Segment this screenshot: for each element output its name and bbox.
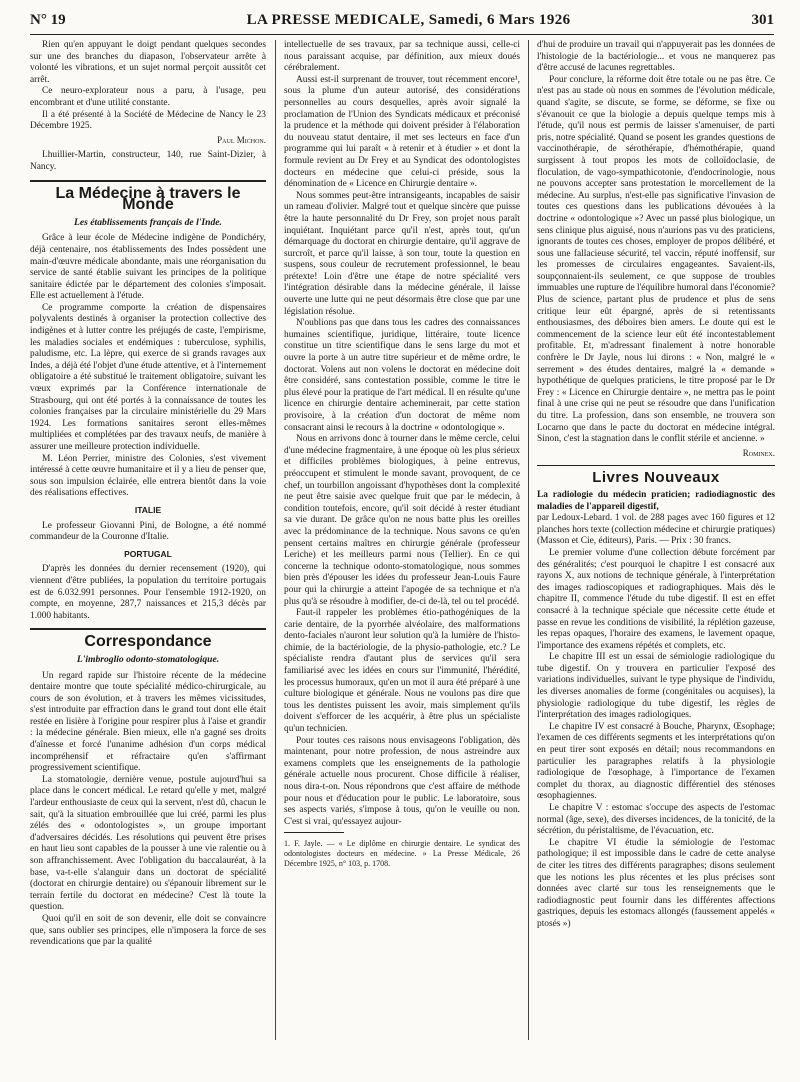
issue-number: N° 19: [30, 12, 66, 28]
author-signature: Rominex.: [742, 447, 775, 458]
paragraph: Le chapitre IV est consacré à Bouche, Pharynx, Œsophage; l'examen de ces différents segments et les interprétations qu'on en peut tirer sont exposés en détail; nous recommandons en particulier les paragraphes relatifs à la physiologie radiologique de l'œsophage, à l'importance de l'examen complet du thorax, au diagnostic différentiel des sténoses œsophagiennes.: [537, 721, 775, 802]
book-title: La radiologie du médecin praticien; radiodiagnostic des maladies de l'appareil digestif,: [537, 489, 775, 512]
paragraph: Rien qu'en appuyant le doigt pendant quelques secondes sur une des branches du diapason, l'observateur arrête à volonté les vibrations, et un sujet normal perçoit aussitôt cet arrêt.: [30, 40, 266, 85]
paragraph: Le premier volume d'une collection débute forcément par des généralités; c'est pourquoi le chapitre I est consacré aux rayons X, aux notions de technique générale, à l'interprétation des images radioscopiques et radiographiques. Mais dès le chapitre II, commence l'étude du tube digestif. Il est en effet consacré à la technique spéciale que nécessite cette étude et passe en revue les conditions de visibilité, la réplétion gazeuse, les repas opaques, l'horaire des examens, le lavement opaque, l'importance des examens répétés et complets, etc.: [537, 547, 775, 651]
paragraph: La stomatologie, dernière venue, postule aujourd'hui sa place dans le concert médical. Le retard qu'elle y met, malgré l'ardeur enthousiaste de ceux qui la servent, n'est dû, chacun le sait, qu'à la situation embrouillée que lui créé, parmi les plus zélés des « odontologistes », un groupe important d'adversaires décidés. Les résolutions qui peuvent être prises en haut lieu sont capables de la pousser à une vie ralentie ou à son affranchissement. Avec l'obligation du baccalauréat, à la base, va-t-elle s'alanguir dans un doctorat de spécialité (doctorat en chirurgie dentaire) ou s'épanouir librement sur le terrain fertile du doctorat en médecine? C'est là toute la question.: [30, 774, 266, 913]
section-title-correspondance: Correspondance: [84, 633, 212, 651]
paragraph: Ce programme comporte la création de dispensaires polyvalents destinés à organiser la protection collective des indigènes et à lutter contre les préjugés de caste, l'empirisme, les maladies sociales et endémiques : tuberculose, syphilis, paludisme, etc. La lèpre, qui exerce de si grands ravages aux Indes, a déjà été l'objet d'une étude attentive, et à l'internement obligatoire a été substitué le traitement obligatoire, suivant les vœux exprimés par la Conférence internationale de Strasbourg, qui ont été portés à la connaissance de toutes les colonies françaises par la circulaire ministérielle du 29 Mars 1924. Les formations sanitaires seront elles-mêmes multipliées et complétées par des travaux neufs, de manière à assurer une meilleure protection individuelle.: [30, 302, 266, 452]
section-title-medecine-monde: La Médecine à travers le Monde: [55, 184, 241, 214]
country-heading-portugal: PORTUGAL: [124, 548, 172, 559]
paragraph: Le chapitre V : estomac s'occupe des aspects de l'estomac normal (âge, sexe), des diverses incidences, de la tonicité, de la sécrétion, du péristaltisme, de l'évacuation, etc.: [537, 803, 775, 837]
author-signature: Paul Michon.: [217, 134, 266, 145]
paragraph: intellectuelle de ses travaux, par sa technique aussi, celle-ci nous paraissant acquise, par définition, aux mieux doués cérébralement.: [284, 40, 520, 74]
section-rule: [537, 465, 775, 466]
column-3: [537, 40, 775, 1040]
column-divider-2: [528, 40, 529, 1040]
journal-title: LA PRESSE MEDICALE, Samedi, 6 Mars 1926: [246, 12, 571, 28]
paragraph: Pour conclure, la réforme doit être totale ou ne pas être. Ce n'est pas au stade où nous en sommes de l'évolution médicale, quand s'agite, se discute, se forme, se déforme, se fixe ou s'évanouit ce que la biologie a depuis quelque temps mis à l'étude, qu'il nous est permis de laisser s'amenuiser, de parti pris, notre spécialité. Quand se posent les grandes questions de vaccinothérapie, de sérothérapie, d'hémothérapie, quand surgissent à tout propos les mots de colloïdoclasie, de floculation, de vago-sympathicotonie, d'endocrinologie, nous ne pouvons accepter sans protestation le morcellement de la médecine. Au surplus, n'est-elle pas significative l'invasion de toutes ces questions dans les publications dévouées à la doctrine « odontologique »? Avec un passé plus biologique, un sens clinique plus aiguisé, nous n'aurions pas vu des praticiens, ignorants de toutes ces choses, employer de propos délibéré, et sous une fallacieuse sécurité, tel vaccin, réputé inoffensif, sur les promesses de circulaires engageantes. Savaient-ils, soupçonnaient-ils seulement, ce que suppose de troubles immuables une rupture de l'équilibre humoral dans l'économie? Plus de science, partant plus de prudence et plus de sens critique leur eût épargné, après de si retentissants enthousiasmes, des déboires bien amers. Le doute qui est le commencement de la science leur eût été incontestablement profitable. Et, m'adressant finalement à notre honorable confrère le Dr Jayle, nous lui dirons : « Non, malgré le « serrement » des études dentaires, malgré la « demande » hypothétique de quelques praticiens, le titre proposé par le Dr Frey : « Licence en Chirurgie dentaire », ne mettra pas le point final à une crise qui ne peut se résoudre que dans l'unification du titre. La profession, dans son ensemble, ne trouvera son Locarno que dans le pacte du doctorat en médecine intégral. Sinon, c'est la stagnation dans le conflit stérile et ancienne. »: [537, 74, 775, 445]
paragraph: M. Léon Perrier, ministre des Colonies, s'est vivement intéressé à cette œuvre humanitaire et il y a lieu de penser que, sous son impulsion éclairée, elle entrera bientôt dans la voie des réalisations effectives.: [30, 453, 266, 499]
paragraph: D'après les données du dernier recensement (1920), qui viennent d'être publiées, la population du territoire portugais est de 6.032.991 personnes. Pour l'ensemble 1912-1920, on compte, en moyenne, 287,7 naissances et 215,3 décès par 1.000 habitants.: [30, 564, 266, 621]
paragraph: Faut-il rappeler les problèmes étio-pathogéniques de la carie dentaire, de la pyorrhée alvéolaire, des malformations dento-faciales n'auront leur solution qu'à la lumière de l'histo-chimie, de la bactériologie, de la physio-pathologie, etc.? Le spécialiste rendra d'autant plus de services qu'il sera familiarisé avec les idées en cours sur l'immunité, l'hérédité, les processus humoraux, qu'en un mot il aura été préparé à une culture biologique et générale. Nous ne voulons pas dire que tous les dentistes puissent les avoir, mais simplement qu'ils doivent s'efforcer de les acquérir, à être plus un spécialiste qu'un technicien.: [284, 608, 520, 735]
subsection-title-inde: Les établissements français de l'Inde.: [74, 216, 222, 228]
paragraph: Le chapitre VI étudie la sémiologie de l'estomac pathologique; il est impossible dans le cadre de cette analyse de citer les titres des différents paragraphes; disons seulement que les notions les plus récentes et les plus précises sont données avec clarté sur tous les renseignements que le radiodiagnostic peut fournir dans les différentes affections gastriques, depuis les estomacs allongés (faussement appelés « ptosés »): [537, 837, 775, 929]
page-number: 301: [751, 12, 774, 28]
paragraph: Le chapitre III est un essai de sémiologie radiologique du tube digestif. On y trouvera en particulier l'exposé des variations individuelles, suivant le type physique de l'individu, les diverses anomalies de forme (congénitales ou acquises), la physiologie radiologique du tube digestif, les règles de l'interprétation des images radiologiques.: [537, 652, 775, 721]
paragraph: Pour toutes ces raisons nous envisageons l'obligation, dès maintenant, pour notre profession, de nous astreindre aux examens complets que les enseignements de la pathologie générale actuelle nous procurent. Chose difficile à réaliser, nous dira-t-on. Nous répondrons que c'est affaire de méthode pour nous et d'éducation pour le public. Le laboratoire, sous ses aspects variés, s'impose à tous, qu'on le veuille ou non. C'est si vrai, qu'essayez aujour-: [284, 735, 520, 827]
paragraph: N'oublions pas que dans tous les cadres des connaissances humaines scientifique, juridique, littéraire, toute licence constitue un titre scientifique dans le sens large du mot et ouvre la porte à un autre titre supérieur et de même ordre, le doctorat. Volens aut non volens le doctorat en médecine doit être considéré, sans contestation possible, comme le titre le plus élevé pour la pratique de l'art médical. Il en résulte qu'une licence en chirurgie dentaire acheminerait, par cette station provisoire, à la création d'un doctorat de même nom consacrant ainsi le recours à la doctrine « odontologique ».: [284, 318, 520, 433]
footnote: 1. F. Jayle. — « Le diplôme en chirurgie dentaire. Le syndicat des odontologistes docteurs en médecine. » La Presse Médicale, 26 Décembre 1925, n° 103, p. 1708.: [284, 839, 520, 868]
footnote-rule: [284, 832, 344, 833]
section-rule: [30, 180, 266, 182]
header-rule: [30, 34, 774, 35]
paragraph: Lhuillier-Martin, constructeur, 140, rue Saint-Dizier, à Nancy.: [30, 150, 266, 172]
paragraph: Le professeur Giovanni Pini, de Bologne, a été nommé commandeur de la Couronne d'Italie.: [30, 520, 266, 543]
country-heading-italie: ITALIE: [134, 504, 162, 515]
column-2: [284, 40, 520, 1040]
column-divider-1: [275, 40, 276, 1040]
paragraph: d'hui de produire un travail qui n'appuyerait pas les données de l'histologie de la bactériologie... et vous ne manquerez pas d'être accusé de lacunes regrettables.: [537, 40, 775, 74]
paragraph: Nous en arrivons donc à tourner dans le même cercle, celui d'une médecine fragmentaire, à une époque où les plus sérieux et difficiles problèmes biologiques, à peine entrevus, préoccupent et stimulent le monde savant, provoquent, de ce chef, un tourbillon angoissant d'hypothèses dont la complexité ne peut être saisie avec quelque fruit que par le médecin, à condition toutefois, encore, qu'il soit décidé à rester étudiant sa vie durant. De grâce qu'on ne nous batte plus les oreilles avec la prédominance de la technique. Nous savons ce qu'en pensent certains maîtres en chirurgie générale (professeur Leriche) et les meilleurs parmi nous (Tellier). En ce qui concerne la technique odonto-stomatologique, nous sommes bien près d'épouser les idées du professeur Jean-Louis Faure pour qui la chirurgie a atteint l'apogée de sa technique et n'a plus qu'à se résoudre à modifier, de-ci de-là, tel ou tel procédé.: [284, 434, 520, 607]
section-rule: [30, 628, 266, 630]
paragraph: Grâce à leur école de Médecine indigène de Pondichéry, déjà centenaire, nos établissements des Indes possèdent une main-d'œuvre médicale abondante, mais une réorganisation du service de santé établie suivant les principes de la politique sanitaire édictée par le département des colonies s'imposait. Elle est actuellement à l'étude.: [30, 233, 266, 302]
paragraph: Ce neuro-explorateur nous a paru, à l'usage, peu encombrant et d'une utilité constante.: [30, 86, 266, 108]
book-info: par Ledoux-Lebard. 1 vol. de 288 pages avec 160 figures et 12 planches hors texte (collection médecine et chirurgie pratiques) (Masson et Cie, éditeurs), Paris. — Prix : 30 francs.: [537, 513, 775, 547]
paragraph: Un regard rapide sur l'histoire récente de la médecine dentaire montre que toute spécialité médico-chirurgicale, au cours de son évolution, et à travers les mêmes vicissitudes, s'est introduite par effraction dans le grand tout dont elle était restée en lisière à l'origine pour respirer plus à l'aise et grandir : la médecine générale. Bien mieux, elle n'a gagné ses droits d'aînesse et forcé l'unanime adhésion d'un corps médical incompréhensif et réfractaire qu'en s'affirmant progressivement scientifique.: [30, 670, 266, 774]
subsection-title-imbroglio: L'imbroglio odonto-stomatologique.: [76, 653, 220, 665]
paragraph: Quoi qu'il en soit de son devenir, elle doit se convaincre que, sans oublier ses principes, elle n'imposera la force de ses revendications que par la qualité: [30, 913, 266, 948]
paragraph: Aussi est-il surprenant de trouver, tout récemment encore¹, sous la plume d'un auteur autorisé, des considérations personnelles au cours desquelles, après avoir signalé la proclamation de l'Union des Syndicats médicaux et préconisé la prudence et la méthode qui doivent présider à l'élaboration du nouveau statut dentaire, il met ses lecteurs en face d'un programme qui lui paraît « à retenir et à étudier » et dont la formule revient au Dr Frey et au Syndicat des odontologistes docteurs en médecine que celui-ci préside, sous la dénomination de « Licence en Chirurgie dentaire ».: [284, 74, 520, 190]
column-1: [30, 40, 266, 1040]
paragraph: Il a été présenté à la Société de Médecine de Nancy le 23 Décembre 1925.: [30, 109, 266, 132]
running-header: [30, 12, 774, 34]
section-title-livres-nouveaux: Livres Nouveaux: [592, 469, 720, 487]
paragraph: Nous sommes peut-être intransigeants, incapables de saisir un rameau d'olivier. Malgré tout et quelque sincère que puisse être la haute personnalité du Dr Frey, son projet nous paraît inquiétant. Inquiétant parce qu'il n'est, après tout, qu'un démarquage du doctorat en chirurgie dentaire, qu'il aggrave de surcroît, et parce qu'il laisse, à son tour, toute la question en suspens, sous couleur de recrutement professionnel, le beau prétexte! Loin d'être une étape de notre spécialité vers l'intégration désirable dans la médecine générale, il laisse ouverte une lutte qui ne peut désormais être close que par une législation résolue.: [284, 190, 520, 317]
